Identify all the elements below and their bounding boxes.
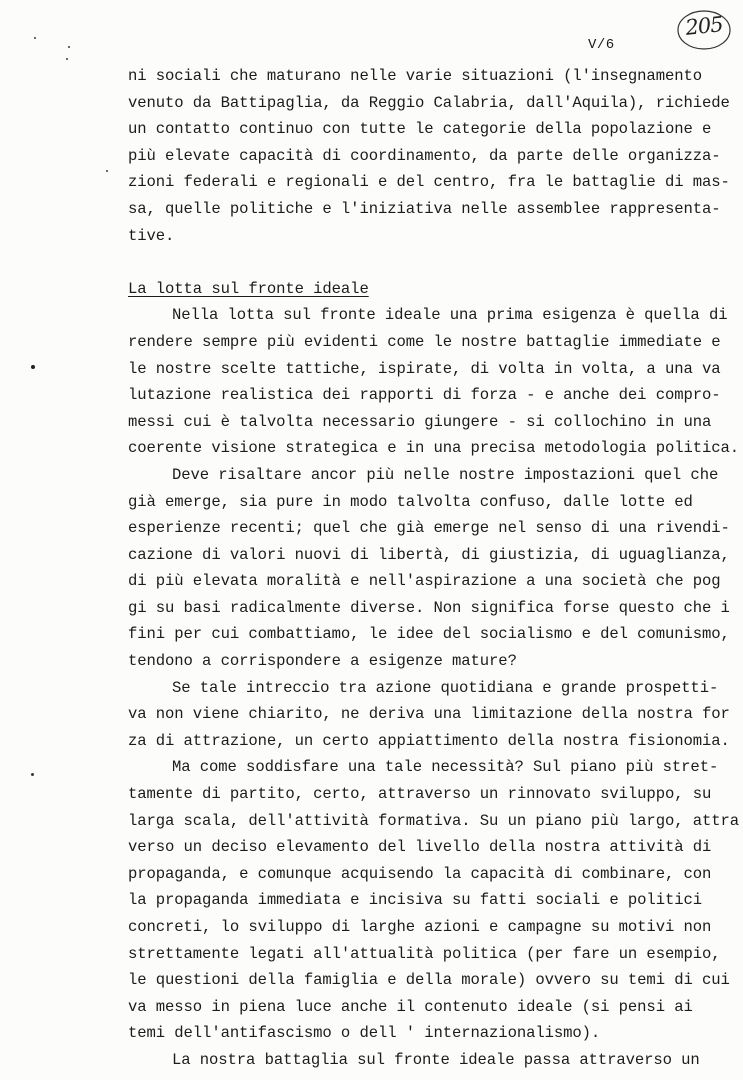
text-line: propaganda, e comunque acquisendo la capacità di combinare, con <box>128 864 712 883</box>
text-line: zioni federali e regionali e del centro, fra le battaglie di mas- <box>128 173 730 192</box>
text-line: tamente di partito, certo, attraverso un rinnovato sviluppo, su <box>128 785 712 804</box>
margin-speck <box>68 46 70 48</box>
text-line: messi cui è talvolta necessario giungere - si collochino in una <box>128 412 712 431</box>
text-line: va messo in piena luce anche il contenuto ideale (si pensi ai <box>128 997 693 1016</box>
section-heading-text: La lotta sul fronte ideale <box>128 279 369 298</box>
text-line: di più elevata moralità e nell'aspirazione a una società che pog <box>128 572 721 591</box>
page-number: V/6 <box>588 37 615 53</box>
paragraph <box>128 754 740 1047</box>
text-line: sa, quelle politiche e l'iniziativa nelle assemblee rappresenta- <box>128 199 721 218</box>
stamp-number: 205 <box>684 12 724 40</box>
text-line: tive. <box>128 226 175 245</box>
text-line: le questioni della famiglia e della morale) ovvero su temi di cui <box>128 971 730 990</box>
text-line: verso un deciso elevamento del livello della nostra attività di <box>128 838 712 857</box>
text-line: Deve risaltare ancor più nelle nostre impostazioni quel che <box>172 465 719 484</box>
text-line: La nostra battaglia sul fronte ideale passa attraverso un <box>172 1050 700 1069</box>
paragraph <box>128 1047 708 1074</box>
text-line: strettamente legati all'attualità politica (per fare un esempio, <box>128 944 721 963</box>
margin-speck <box>31 773 34 776</box>
text-line: lutazione realistica dei rapporti di forza - e anche dei compro- <box>128 386 721 405</box>
blank-line <box>128 249 708 276</box>
text-line: più elevate capacità di coordinamento, da parte delle organizza- <box>128 146 721 165</box>
text-line: temi dell'antifascismo o dell ' internazionalismo). <box>128 1024 601 1043</box>
text-line: coerente visione strategica e in una precisa metodologia politica. <box>128 439 740 458</box>
text-line: esperienze recenti; quel che già emerge nel senso di una rivendi- <box>128 519 730 538</box>
margin-speck <box>106 170 108 172</box>
text-line: già emerge, sia pure in modo talvolta confuso, dalle lotte ed <box>128 492 693 511</box>
section-heading <box>128 276 708 303</box>
text-line: Nella lotta sul fronte ideale una prima esigenza è quella di <box>172 306 728 325</box>
document-body <box>128 63 740 1074</box>
text-line: za di attrazione, un certo appiattimento della nostra fisionomia. <box>128 731 730 750</box>
text-line: le nostre scelte tattiche, ispirate, di volta in volta, a una va <box>128 359 721 378</box>
text-line: la propaganda immediata e incisiva su fatti sociali e politici <box>128 891 702 910</box>
margin-speck <box>66 58 68 60</box>
text-line: ni sociali che maturano nelle varie situazioni (l'insegnamento <box>128 67 702 85</box>
text-line: Ma come soddisfare una tale necessità? Sul piano più stret- <box>172 758 719 777</box>
archive-stamp <box>676 8 732 52</box>
paragraph <box>128 675 730 755</box>
text-line: fini per cui combattiamo, le idee del socialismo e del comunismo, <box>128 625 730 644</box>
text-line: tendono a corrispondere a esigenze mature? <box>128 652 517 671</box>
text-line: un contatto continuo con tutte le categorie della popolazione e <box>128 120 712 139</box>
text-line: Se tale intreccio tra azione quotidiana e grande prospetti- <box>172 678 719 697</box>
text-line: cazione di valori nuovi di libertà, di giustizia, di uguaglianza, <box>128 545 730 564</box>
paragraph <box>128 302 740 462</box>
text-line: venuto da Battipaglia, da Reggio Calabria, dall'Aquila), richiede <box>128 93 730 112</box>
margin-speck <box>31 365 35 369</box>
text-line: concreti, lo sviluppo di larghe azioni e campagne su motivi non <box>128 918 712 936</box>
paragraph <box>128 462 730 675</box>
text-line: gi su basi radicalmente diverse. Non significa forse questo che i <box>128 598 730 617</box>
margin-speck <box>34 37 36 39</box>
paragraph <box>128 63 730 249</box>
text-line: rendere sempre più evidenti come le nostre battaglie immediate e <box>128 332 721 351</box>
text-line: larga scala, dell'attività formativa. Su un piano più largo, attra <box>128 811 740 830</box>
text-line: va non viene chiarito, ne deriva una limitazione della nostra for <box>128 705 730 724</box>
